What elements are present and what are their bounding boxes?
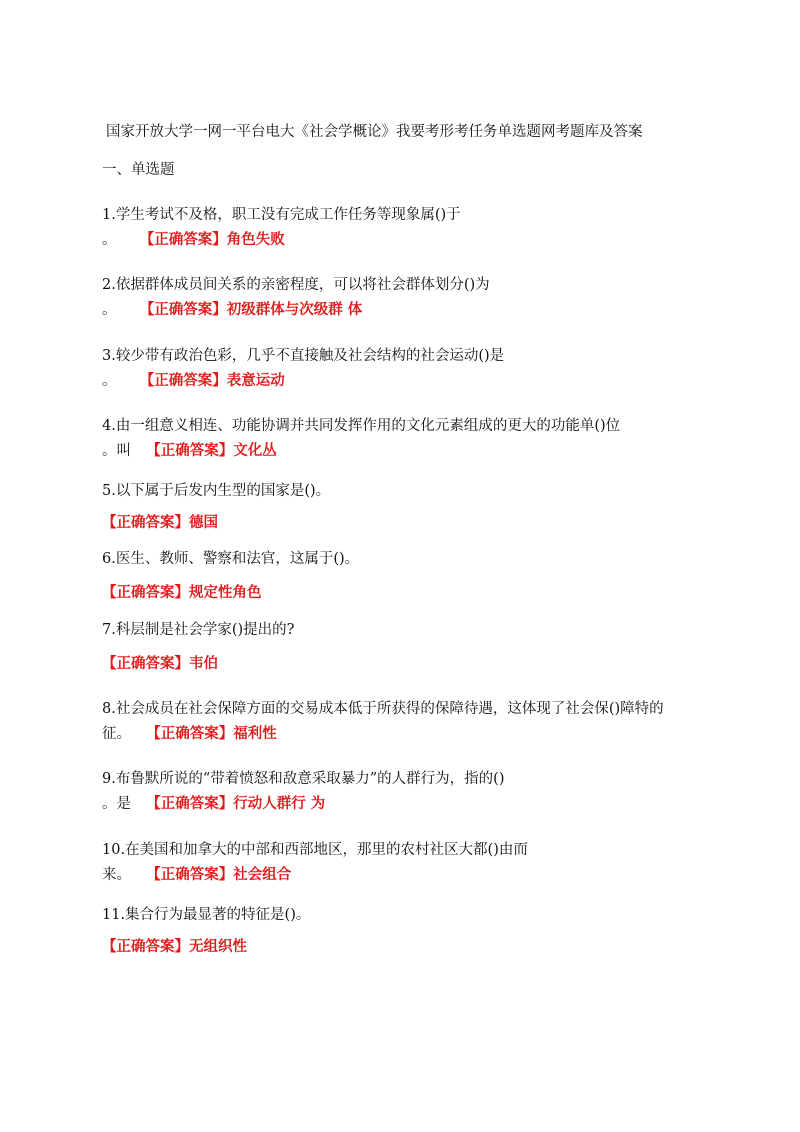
answer-tag: 【正确答案】 xyxy=(139,231,227,248)
question-4: 4.由一组意义相连、功能协调并共同发挥作用的文化元素组成的更大的功能单()位 xyxy=(102,418,621,434)
answer-value: 德国 xyxy=(189,514,218,531)
answer-value: 行动人群行 为 xyxy=(233,795,326,812)
answer-tag: 【正确答案】 xyxy=(102,655,189,672)
answer-line-7 xyxy=(102,652,218,673)
answer-tag: 【正确答案】 xyxy=(146,795,234,812)
question-2: 2.依据群体成员间关系的亲密程度，可以将社会群体划分()为 xyxy=(102,277,490,293)
answer-value: 角色失败 xyxy=(226,231,285,248)
answer-tag: 【正确答案】 xyxy=(139,372,227,389)
question-10: 10.在美国和加拿大的中部和西部地区，那里的农村社区大都()由而 xyxy=(102,842,528,858)
question-5: 5.以下属于后发内生型的国家是()。 xyxy=(102,483,331,499)
answer-line-8 xyxy=(102,722,277,743)
answer-prefix: 来。 xyxy=(102,867,131,883)
question-1: 1.学生考试不及格，职工没有完成工作任务等现象属()于 xyxy=(102,207,461,223)
question-3: 3.较少带有政治色彩，几乎不直接触及社会结构的社会运动()是 xyxy=(102,348,505,364)
answer-tag: 【正确答案】 xyxy=(102,938,189,955)
answer-prefix: 。 xyxy=(102,302,117,318)
section-heading: 一、单选题 xyxy=(102,162,175,178)
answer-tag: 【正确答案】 xyxy=(102,514,189,531)
answer-value: 文化丛 xyxy=(233,442,277,459)
question-11: 11.集合行为最显著的特征是()。 xyxy=(102,907,311,923)
answer-prefix: 。 xyxy=(102,232,117,248)
answer-value: 福利性 xyxy=(233,725,277,742)
question-7: 7.科层制是社会学家()提出的? xyxy=(102,622,295,638)
answer-line-3 xyxy=(102,369,285,390)
answer-tag: 【正确答案】 xyxy=(102,584,189,601)
answer-tag: 【正确答案】 xyxy=(146,725,234,742)
answer-value: 表意运动 xyxy=(226,372,285,389)
answer-line-1 xyxy=(102,228,285,249)
answer-prefix: 。叫 xyxy=(102,443,131,459)
answer-prefix: 。是 xyxy=(102,796,131,812)
answer-tag: 【正确答案】 xyxy=(146,442,234,459)
answer-line-6 xyxy=(102,581,262,602)
answer-value: 社会组合 xyxy=(233,866,292,883)
answer-line-10 xyxy=(102,863,291,884)
question-6: 6.医生、教师、警察和法官，这属于()。 xyxy=(102,551,360,567)
answer-line-9 xyxy=(102,792,325,813)
answer-prefix: 。 xyxy=(102,373,117,389)
answer-tag: 【正确答案】 xyxy=(139,301,227,318)
answer-line-2 xyxy=(102,298,362,319)
answer-value: 规定性角色 xyxy=(189,584,262,601)
answer-line-5 xyxy=(102,511,218,532)
answer-line-11 xyxy=(102,935,247,956)
answer-value: 无组织性 xyxy=(189,938,247,955)
answer-prefix: 征。 xyxy=(102,726,131,742)
question-8: 8.社会成员在社会保障方面的交易成本低于所获得的保障待遇，这体现了社会保()障特的 xyxy=(102,701,664,717)
answer-value: 初级群体与次级群 体 xyxy=(226,301,363,318)
answer-value: 韦伯 xyxy=(189,655,218,672)
document-title: 国家开放大学一网一平台电大《社会学概论》我要考形考任务单选题网考题库及答案 xyxy=(106,124,643,140)
answer-line-4 xyxy=(102,439,277,460)
answer-tag: 【正确答案】 xyxy=(146,866,234,883)
question-9: 9.布鲁默所说的“带着愤怒和敌意采取暴力”的人群行为，指的() xyxy=(102,771,505,787)
